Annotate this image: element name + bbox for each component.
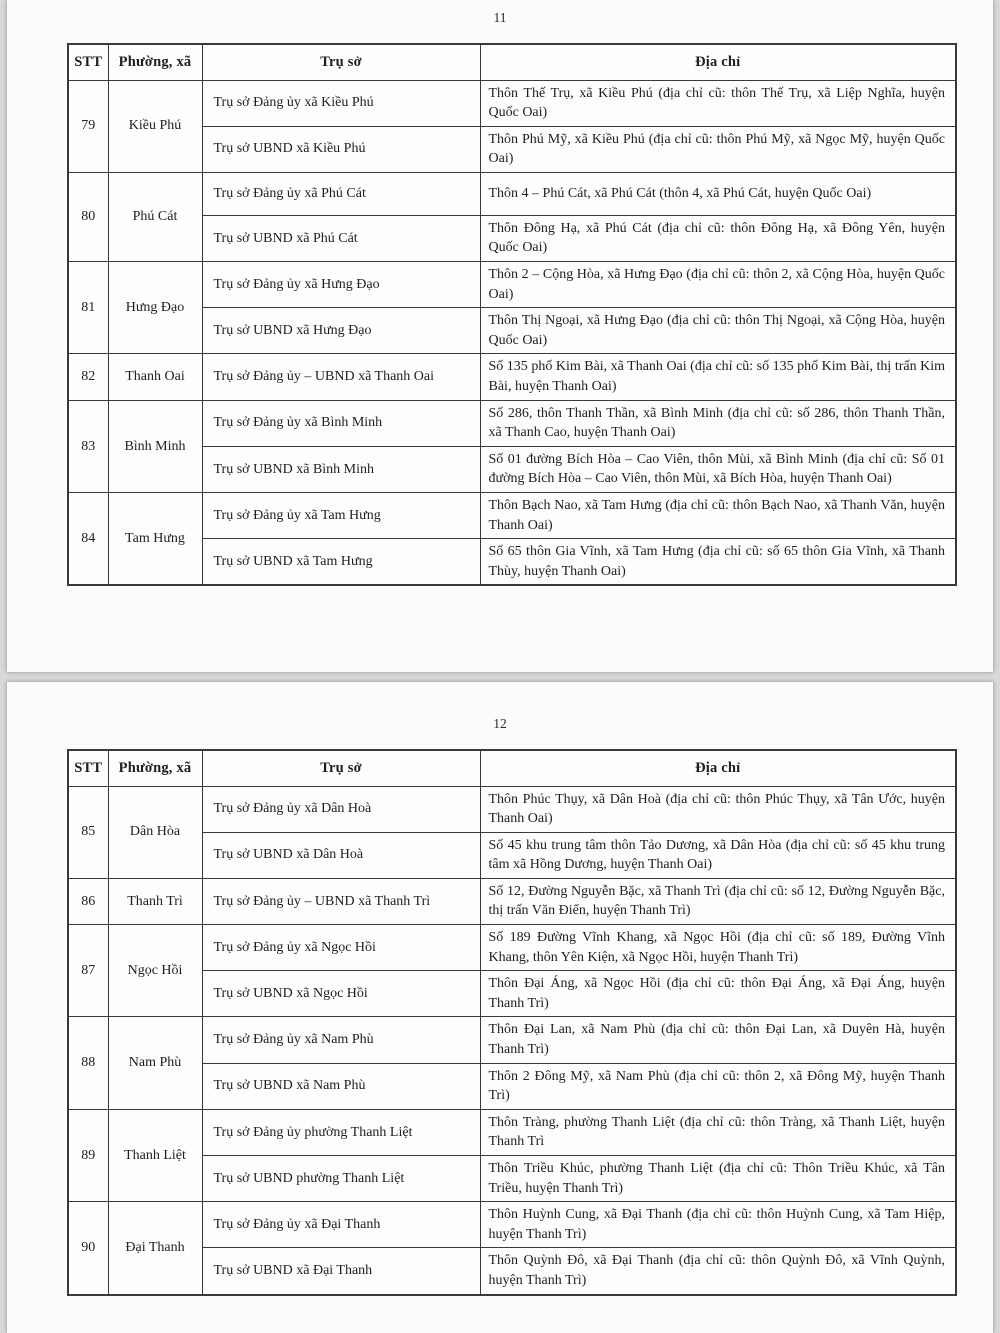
stt-cell: 84 [68, 493, 108, 586]
table-row [68, 172, 956, 215]
address-cell: Thôn 2 Đông Mỹ, xã Nam Phù (địa chỉ cũ: thôn 2, xã Đông Mỹ, huyện Thanh Trì) [480, 1063, 956, 1109]
office-cell: Trụ sở Đảng ủy xã Hưng Đạo [202, 262, 480, 308]
stt-cell: 86 [68, 878, 108, 924]
table-row [68, 1109, 956, 1155]
stt-cell: 81 [68, 262, 108, 354]
address-cell: Thôn Quỳnh Đô, xã Đại Thanh (địa chỉ cũ: thôn Quỳnh Đô, xã Vĩnh Quỳnh, huyện Thanh Trì) [480, 1248, 956, 1295]
ward-cell: Bình Minh [108, 400, 202, 492]
stt-cell: 82 [68, 354, 108, 400]
header-ward: Phường, xã [108, 750, 202, 786]
ward-cell: Thanh Oai [108, 354, 202, 400]
address-cell: Thôn Phú Mỹ, xã Kiều Phú (địa chỉ cũ: thôn Phú Mỹ, xã Ngọc Mỹ, huyện Quốc Oai) [480, 126, 956, 172]
document-page-11 [7, 0, 993, 672]
table-row [68, 1248, 956, 1295]
address-cell: Thôn Tràng, phường Thanh Liệt (địa chỉ cũ: thôn Tràng, xã Thanh Liệt, huyện Thanh Trì [480, 1109, 956, 1155]
office-cell: Trụ sở UBND xã Đại Thanh [202, 1248, 480, 1295]
address-cell: Thôn Triều Khúc, phường Thanh Liệt (địa chỉ cũ: Thôn Triều Khúc, xã Tân Triều, huyện Thanh Trì) [480, 1156, 956, 1202]
office-cell: Trụ sở UBND xã Tam Hưng [202, 539, 480, 586]
header-row [68, 44, 956, 80]
address-cell: Số 189 Đường Vĩnh Khang, xã Ngọc Hồi (địa chỉ cũ: số 189, Đường Vĩnh Khang, thôn Yên Kiện, xã Ngọc Hồi, huyện Thanh Trì) [480, 925, 956, 971]
header-address: Địa chỉ [480, 750, 956, 786]
table-row [68, 446, 956, 492]
office-cell: Trụ sở Đảng ủy xã Phú Cát [202, 172, 480, 215]
header-office: Trụ sở [202, 44, 480, 80]
ward-cell: Đại Thanh [108, 1202, 202, 1295]
address-cell: Thôn Bạch Nao, xã Tam Hưng (địa chỉ cũ: thôn Bạch Nao, xã Thanh Văn, huyện Thanh Oai) [480, 493, 956, 539]
office-cell: Trụ sở Đảng ủy xã Ngọc Hồi [202, 925, 480, 971]
office-cell: Trụ sở Đảng ủy xã Dân Hoà [202, 786, 480, 832]
address-cell: Số 45 khu trung tâm thôn Tảo Dương, xã Dân Hòa (địa chỉ cũ: số 45 khu trung tâm xã Hồng Dương, huyện Thanh Oai) [480, 832, 956, 878]
office-cell: Trụ sở UBND xã Dân Hoà [202, 832, 480, 878]
stt-cell: 85 [68, 786, 108, 878]
page-number: 11 [493, 10, 507, 25]
stt-cell: 83 [68, 400, 108, 492]
table-body [68, 80, 956, 585]
address-cell: Thôn Phúc Thụy, xã Dân Hoà (địa chỉ cũ: thôn Phúc Thụy, xã Tân Ước, huyện Thanh Oai) [480, 786, 956, 832]
office-cell: Trụ sở Đảng ủy xã Kiều Phú [202, 80, 480, 126]
office-cell: Trụ sở Đảng ủy – UBND xã Thanh Trì [202, 878, 480, 924]
address-cell: Thôn Huỳnh Cung, xã Đại Thanh (địa chỉ cũ: thôn Huỳnh Cung, xã Tam Hiệp, huyện Thanh Trì) [480, 1202, 956, 1248]
address-cell: Số 286, thôn Thanh Thần, xã Bình Minh (địa chỉ cũ: số 286, thôn Thanh Thần, xã Thanh Cao, huyện Thanh Oai) [480, 400, 956, 446]
ward-cell: Nam Phù [108, 1017, 202, 1109]
ward-cell: Phú Cát [108, 172, 202, 261]
table-row [68, 262, 956, 308]
office-cell: Trụ sở Đảng ủy xã Bình Minh [202, 400, 480, 446]
table-header [68, 44, 956, 80]
address-cell: Thôn Đại Áng, xã Ngọc Hồi (địa chỉ cũ: thôn Đại Áng, xã Đại Áng, huyện Thanh Trì) [480, 971, 956, 1017]
ward-cell: Thanh Liệt [108, 1109, 202, 1201]
table-row [68, 215, 956, 261]
stt-cell: 87 [68, 925, 108, 1017]
stt-cell: 79 [68, 80, 108, 172]
page-gap [7, 672, 993, 682]
address-cell: Số 12, Đường Nguyễn Bặc, xã Thanh Trì (địa chỉ cũ: số 12, Đường Nguyễn Bặc, thị trấn Văn Điển, huyện Thanh Trì) [480, 878, 956, 924]
office-table-page-12 [67, 749, 957, 1296]
office-cell: Trụ sở Đảng ủy xã Nam Phù [202, 1017, 480, 1063]
table-row [68, 832, 956, 878]
table-row [68, 971, 956, 1017]
table-row [68, 80, 956, 126]
stt-cell: 80 [68, 172, 108, 261]
table-header [68, 750, 956, 786]
header-address: Địa chỉ [480, 44, 956, 80]
address-cell: Số 135 phố Kim Bài, xã Thanh Oai (địa chỉ cũ: số 135 phố Kim Bài, thị trấn Kim Bài, huyện Thanh Oai) [480, 354, 956, 400]
table-row [68, 126, 956, 172]
address-cell: Thôn Đại Lan, xã Nam Phù (địa chỉ cũ: thôn Đại Lan, xã Duyên Hà, huyện Thanh Trì) [480, 1017, 956, 1063]
table-row [68, 786, 956, 832]
header-stt: STT [68, 44, 108, 80]
table-row [68, 1156, 956, 1202]
office-cell: Trụ sở Đảng ủy xã Đại Thanh [202, 1202, 480, 1248]
address-cell: Thôn Đông Hạ, xã Phú Cát (địa chỉ cũ: thôn Đông Hạ, xã Đông Yên, huyện Quốc Oai) [480, 215, 956, 261]
address-cell: Thôn Thế Trụ, xã Kiều Phú (địa chỉ cũ: thôn Thế Trụ, xã Liệp Nghĩa, huyện Quốc Oai) [480, 80, 956, 126]
table-row [68, 925, 956, 971]
header-stt: STT [68, 750, 108, 786]
table-row [68, 354, 956, 400]
table-row [68, 1063, 956, 1109]
office-cell: Trụ sở UBND xã Hưng Đạo [202, 308, 480, 354]
table-row [68, 539, 956, 586]
table-body [68, 786, 956, 1295]
address-cell: Thôn Thị Ngoại, xã Hưng Đạo (địa chỉ cũ: thôn Thị Ngoại, xã Cộng Hòa, huyện Quốc Oai) [480, 308, 956, 354]
ward-cell: Tam Hưng [108, 493, 202, 586]
table-row [68, 493, 956, 539]
ward-cell: Ngọc Hồi [108, 925, 202, 1017]
address-cell: Số 01 đường Bích Hòa – Cao Viên, thôn Mùi, xã Bình Minh (địa chỉ cũ: Số 01 đường Bích Hòa – Cao Viên, thôn Mùi, xã Bích Hòa, huyện Thanh Oai) [480, 446, 956, 492]
stt-cell: 89 [68, 1109, 108, 1201]
table-row [68, 308, 956, 354]
stt-cell: 88 [68, 1017, 108, 1109]
address-cell: Thôn 4 – Phú Cát, xã Phú Cát (thôn 4, xã Phú Cát, huyện Quốc Oai) [480, 172, 956, 215]
office-table-page-11 [67, 43, 957, 586]
header-office: Trụ sở [202, 750, 480, 786]
ward-cell: Dân Hòa [108, 786, 202, 878]
office-cell: Trụ sở Đảng ủy phường Thanh Liệt [202, 1109, 480, 1155]
ward-cell: Thanh Trì [108, 878, 202, 924]
office-cell: Trụ sở UBND phường Thanh Liệt [202, 1156, 480, 1202]
table-row [68, 400, 956, 446]
document-page-12 [7, 682, 993, 1333]
page-number: 12 [493, 716, 507, 731]
office-cell: Trụ sở UBND xã Phú Cát [202, 215, 480, 261]
address-cell: Thôn 2 – Cộng Hòa, xã Hưng Đạo (địa chỉ cũ: thôn 2, xã Cộng Hòa, huyện Quốc Oai) [480, 262, 956, 308]
header-row [68, 750, 956, 786]
office-cell: Trụ sở UBND xã Ngọc Hồi [202, 971, 480, 1017]
table-row [68, 1017, 956, 1063]
office-cell: Trụ sở UBND xã Bình Minh [202, 446, 480, 492]
office-cell: Trụ sở UBND xã Kiều Phú [202, 126, 480, 172]
table-row [68, 878, 956, 924]
office-cell: Trụ sở Đảng ủy – UBND xã Thanh Oai [202, 354, 480, 400]
office-cell: Trụ sở UBND xã Nam Phù [202, 1063, 480, 1109]
stt-cell: 90 [68, 1202, 108, 1295]
ward-cell: Kiều Phú [108, 80, 202, 172]
table-row [68, 1202, 956, 1248]
office-cell: Trụ sở Đảng ủy xã Tam Hưng [202, 493, 480, 539]
address-cell: Số 65 thôn Gia Vĩnh, xã Tam Hưng (địa chỉ cũ: số 65 thôn Gia Vĩnh, xã Thanh Thùy, huyện Thanh Oai) [480, 539, 956, 586]
header-ward: Phường, xã [108, 44, 202, 80]
ward-cell: Hưng Đạo [108, 262, 202, 354]
